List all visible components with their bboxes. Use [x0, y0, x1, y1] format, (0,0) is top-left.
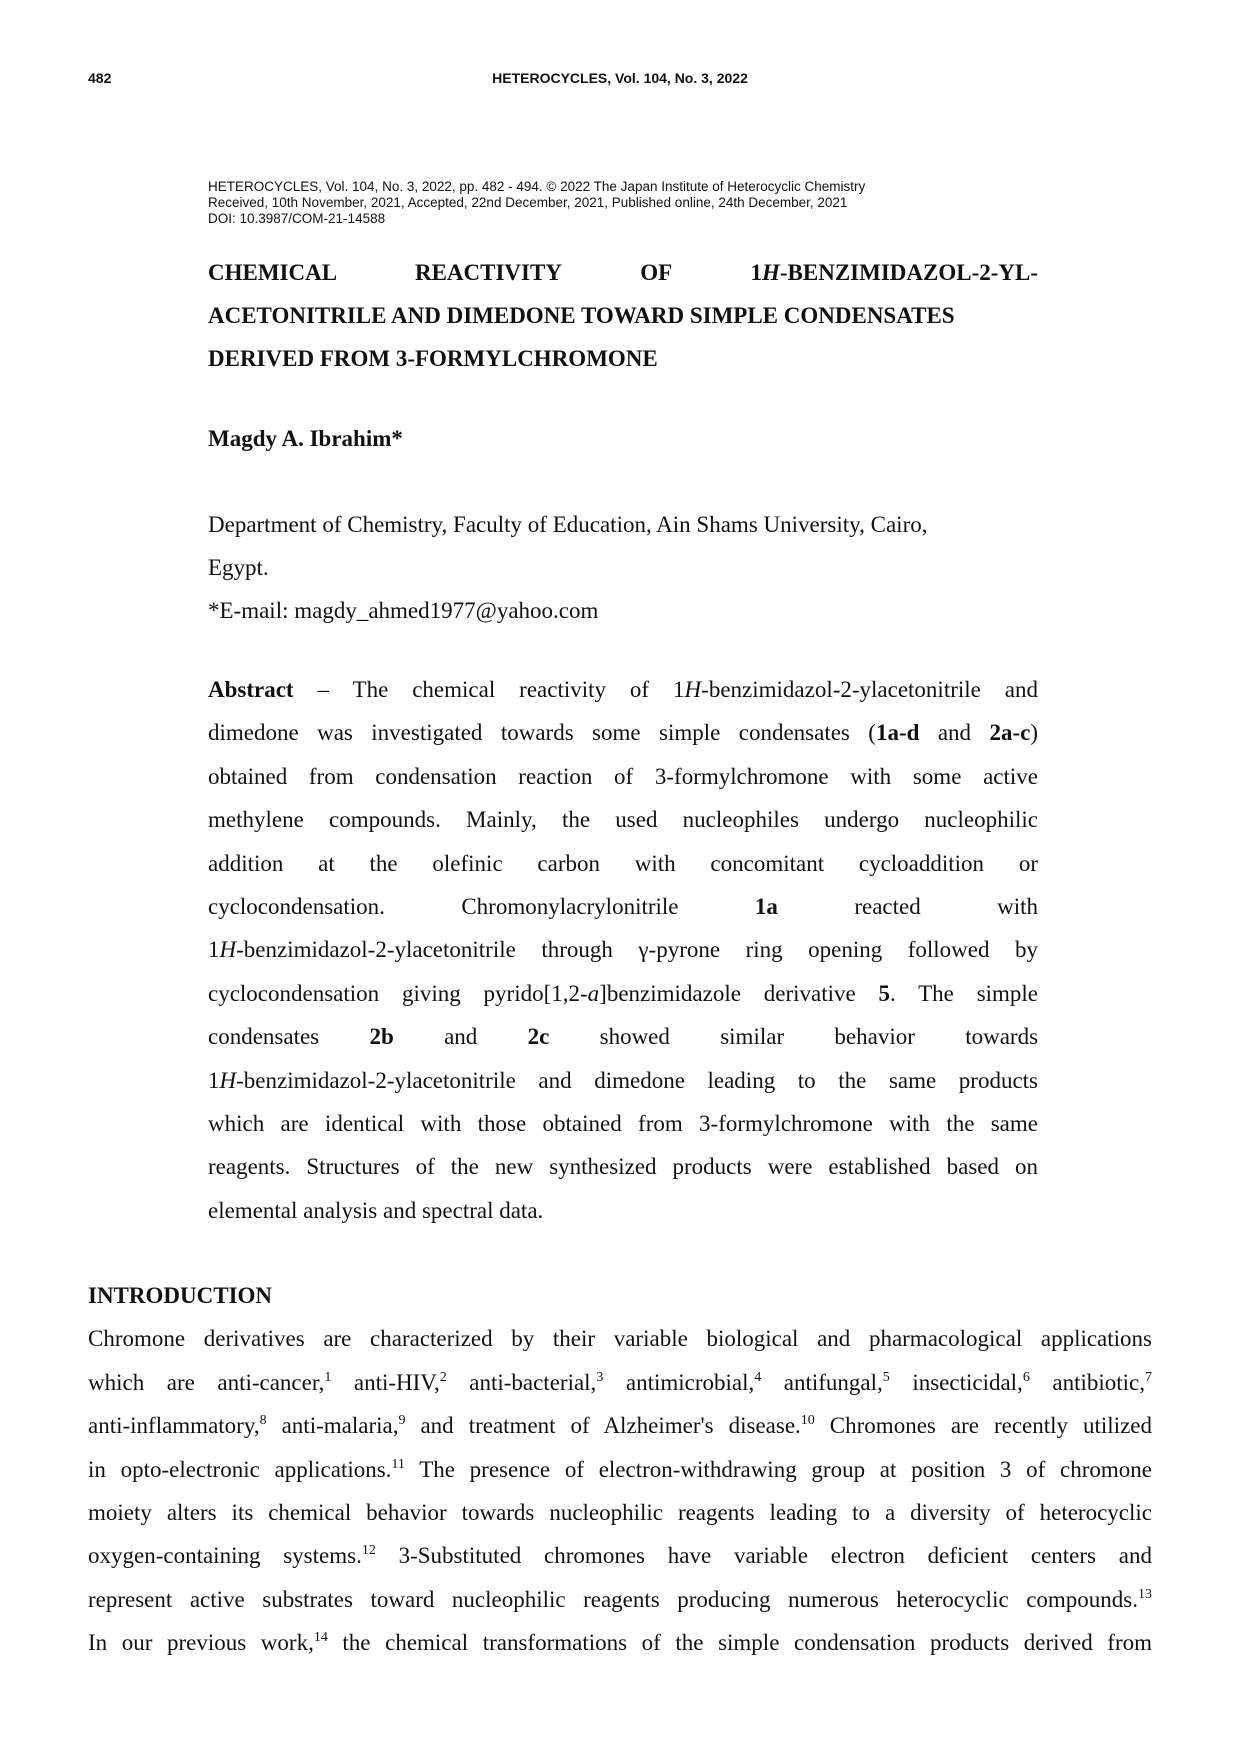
abstract-line: 1H-benzimidazol-2-ylacetonitrile through γ-pyrone ring opening followed by — [208, 937, 1038, 963]
title-line-3: DERIVED FROM 3-FORMYLCHROMONE — [208, 346, 658, 371]
article-title — [208, 251, 1038, 380]
received-line: Received, 10th November, 2021, Accepted, 22nd December, 2021, Published online, 24th December, 2021 — [208, 195, 848, 210]
title-line-1: CHEMICAL REACTIVITY OF 1H-BENZIMIDAZOL-2-YL- — [208, 260, 1038, 285]
affiliation-line-1: Department of Chemistry, Faculty of Education, Ain Shams University, Cairo, — [208, 512, 928, 537]
citation-block — [208, 179, 1038, 227]
body-line: which are anti-cancer,$^1$ anti-HIV,$^2$ anti-bacterial,$^3$ antimicrobial,$^4$ antifungal,$^5$ insecticidal,$^6$ antibiotic,$^7$ — [88, 1369, 1152, 1395]
abstract-line: cyclocondensation giving pyrido[1,2-a]benzimidazole derivative 5. The simple — [208, 980, 1039, 1006]
running-header — [88, 70, 1152, 90]
abstract — [208, 668, 1038, 1232]
abstract-line: which are identical with those obtained from 3-formylchromone with the same — [208, 1111, 1038, 1137]
abstract-line: Abstract – The chemical reactivity of 1H-benzimidazol-2-ylacetonitrile and — [208, 677, 1038, 702]
body-line: in opto-electronic applications.$^{11}$ The presence of electron-withdrawing group at position 3 of chromone — [88, 1456, 1152, 1482]
doi-line: DOI: 10.3987/COM-21-14588 — [208, 211, 386, 226]
body-line: moiety alters its chemical behavior towards nucleophilic reagents leading to a diversity of heterocyclic — [88, 1500, 1152, 1526]
journal-header: HETEROCYCLES, Vol. 104, No. 3, 2022 — [492, 70, 748, 86]
abstract-line: cyclocondensation. Chromonylacrylonitrile 1a reacted with — [208, 894, 1039, 920]
abstract-line: addition at the olefinic carbon with concomitant cycloaddition or — [208, 850, 1038, 876]
author-name: Magdy A. Ibrahim* — [208, 426, 403, 451]
affiliation-line-2: Egypt. — [208, 555, 269, 580]
abstract-line: reagents. Structures of the new synthesized products were established based on — [208, 1154, 1038, 1180]
email-line: *E-mail: magdy_ahmed1977@yahoo.com — [208, 598, 599, 623]
abstract-line: obtained from condensation reaction of 3-formylchromone with some active — [208, 763, 1038, 789]
body-line: oxygen-containing systems.$^{12}$ 3-Substituted chromones have variable electron deficient centers and — [88, 1543, 1152, 1569]
abstract-line: elemental analysis and spectral data. — [208, 1197, 544, 1223]
body-line: Chromone derivatives are characterized by their variable biological and pharmacological applications — [88, 1326, 1152, 1352]
abstract-line: condensates 2b and 2c showed similar behavior towards — [208, 1024, 1039, 1050]
abstract-label: Abstract — [208, 677, 294, 702]
page-number: 482 — [88, 70, 112, 86]
affiliation — [208, 503, 1038, 632]
abstract-line: dimedone was investigated towards some simple condensates (1a-d and 2a-c) — [208, 720, 1038, 746]
citation-line: HETEROCYCLES, Vol. 104, No. 3, 2022, pp. 482 - 494. © 2022 The Japan Institute of Heterocyclic Chemistry — [208, 179, 866, 194]
introduction-section — [88, 1274, 1152, 1665]
section-heading: INTRODUCTION — [88, 1283, 273, 1308]
body-line: represent active substrates toward nucleophilic reagents producing numerous heterocyclic compounds.$^{13}$ — [88, 1586, 1152, 1612]
title-line-2: ACETONITRILE AND DIMEDONE TOWARD SIMPLE CONDENSATES — [208, 303, 955, 328]
abstract-line: 1H-benzimidazol-2-ylacetonitrile and dimedone leading to the same products — [208, 1067, 1038, 1093]
abstract-line: methylene compounds. Mainly, the used nucleophiles undergo nucleophilic — [208, 807, 1038, 833]
body-line: anti-inflammatory,$^8$ anti-malaria,$^9$ and treatment of Alzheimer's disease.$^{10}$ Chromones are recently utilized — [88, 1413, 1153, 1439]
body-line: In our previous work,$^{14}$ the chemical transformations of the simple condensation products derived from — [88, 1630, 1153, 1656]
